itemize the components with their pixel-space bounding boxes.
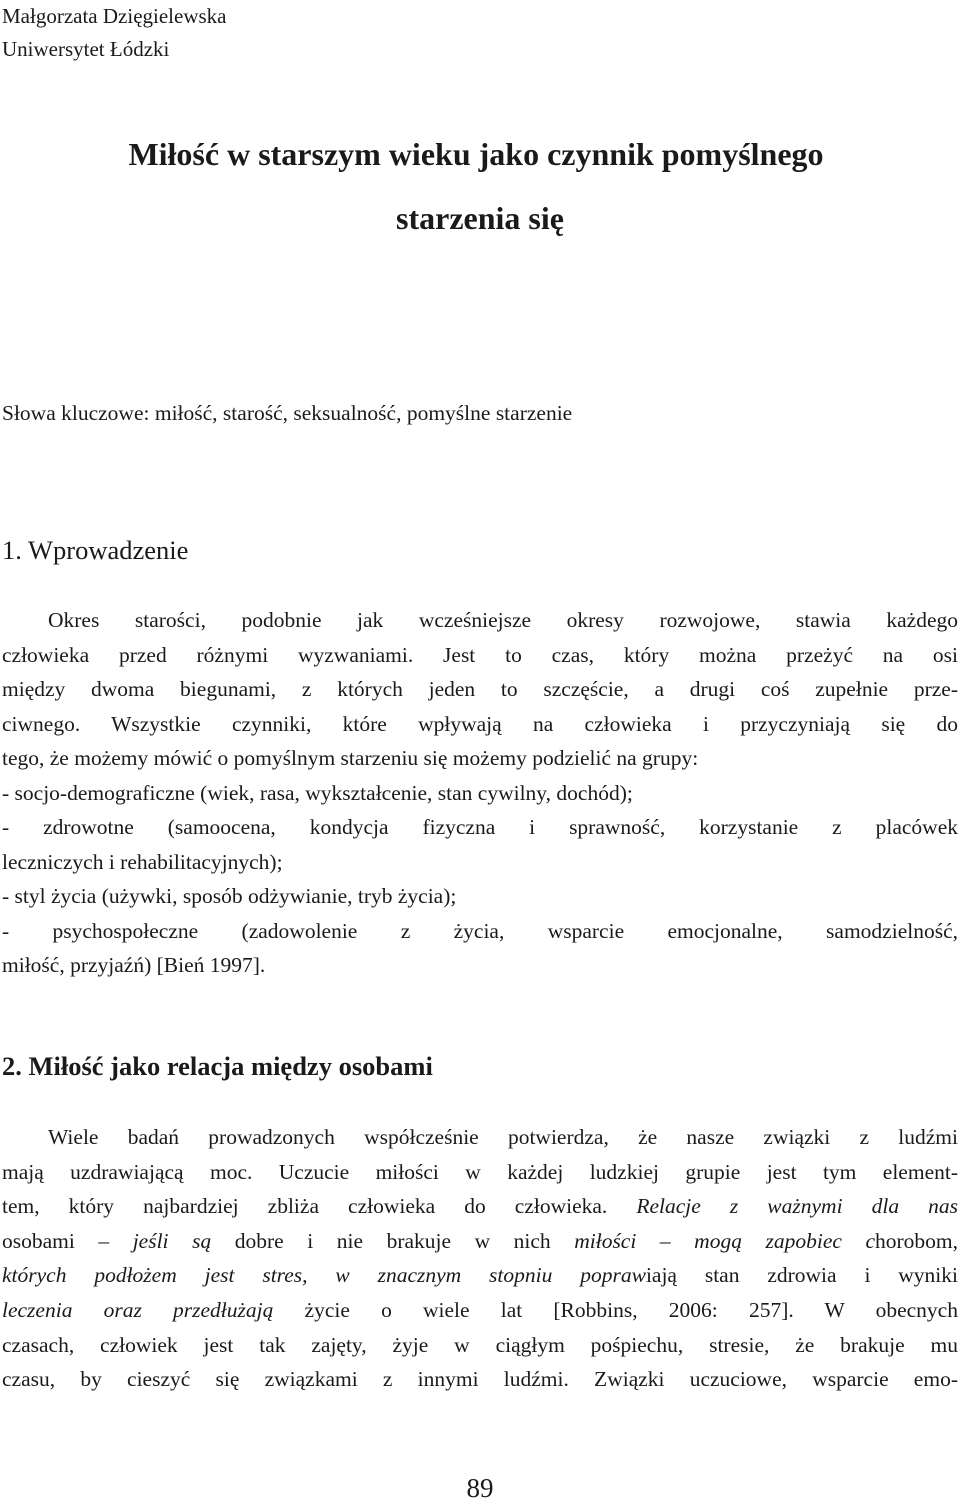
keywords-line: Słowa kluczowe: miłość, starość, seksualność, pomyślne starzenie — [2, 401, 573, 425]
text-run: mają uzdrawiającą moc. Uczucie miłości w każdej ludzkiej grupie jest tym element- — [2, 1159, 958, 1184]
paragraph-line — [2, 1362, 958, 1397]
paragraph-line — [2, 1258, 958, 1293]
list-item: - styl życia (używki, sposób odżywianie, tryb życia); — [2, 884, 457, 908]
text-run: czasach, człowiek jest tak zajęty, żyje w ciągłym pośpiechu, stresie, że brakuje mu — [2, 1332, 958, 1357]
paragraph-line — [2, 1155, 958, 1190]
list-item: - zdrowotne (samoocena, kondycja fizyczna i sprawność, korzystanie z placówek — [2, 815, 958, 839]
paragraph-line — [2, 1189, 958, 1224]
italic-text-run: Relacje z ważnymi dla nas — [636, 1194, 958, 1219]
italic-text-run: leczenia oraz przedłużają — [2, 1297, 305, 1322]
italic-text-run: miłości – mogą zapobiec c — [574, 1228, 875, 1253]
article-title-line-2: starzenia się — [396, 200, 564, 236]
list-item: - psychospołeczne (zadowolenie z życia, wsparcie emocjonalne, samodzielność, — [2, 918, 958, 943]
text-run: Wiele badań prowadzonych współcześnie potwierdza, że nasze związki z ludźmi — [48, 1125, 958, 1149]
section-heading-love-relation: 2. Miłość jako relacja między osobami — [2, 1051, 433, 1081]
paragraph-introduction — [2, 603, 958, 983]
author-block — [2, 0, 226, 66]
italic-text-run: – jeśli są — [98, 1228, 212, 1253]
author-affiliation: Uniwersytet Łódzki — [2, 37, 170, 61]
page-number: 89 — [466, 1473, 494, 1503]
text-run: iają stan zdrowia i wyniki — [645, 1263, 958, 1288]
paragraph-line: Okres starości, podobnie jak wcześniejsze okresy rozwojowe, stawia każdego — [48, 608, 958, 632]
paragraph-line — [2, 1120, 958, 1155]
text-run: osobami — [2, 1228, 99, 1253]
list-item-continuation: leczniczych i rehabilitacyjnych); — [2, 849, 283, 874]
text-run: dobre i nie brakuje w nich — [211, 1228, 575, 1253]
paragraph-line: ciwnego. Wszystkie czynniki, które wpływają na człowieka i przyczyniają się do — [2, 711, 958, 736]
list-item: - socjo-demograficzne (wiek, rasa, wykształcenie, stan cywilny, dochód); — [2, 780, 633, 805]
text-run: horobom, — [875, 1228, 959, 1253]
text-run: czasu, by cieszyć się związkami z innymi ludźmi. Związki uczuciowe, wsparcie emo- — [2, 1367, 958, 1392]
section-heading-introduction: 1. Wprowadzenie — [2, 535, 189, 565]
list-item-continuation: miłość, przyjaźń) [Bień 1997]. — [2, 953, 266, 977]
paragraph-line — [2, 1328, 958, 1363]
italic-text-run: których podłożem jest stres, w znacznym stopniu popraw — [2, 1263, 646, 1288]
paragraph-line: między dwoma biegunami, z których jeden to szczęście, a drugi coś zupełnie prze- — [2, 677, 958, 701]
author-name: Małgorzata Dzięgielewska — [2, 4, 227, 28]
text-run: tem, który najbardziej zbliża człowieka do człowieka. — [2, 1194, 637, 1219]
paragraph-line — [2, 1293, 958, 1328]
paragraph-love-relation — [2, 1120, 958, 1397]
text-run: życie o wiele lat [Robbins, 2006: 257]. W obecnych — [304, 1297, 958, 1322]
paragraph-line — [2, 1224, 958, 1259]
paragraph-line: człowieka przed różnymi wyzwaniami. Jest to czas, który można przeżyć na osi — [2, 642, 958, 667]
paragraph-line: tego, że możemy mówić o pomyślnym starzeniu się możemy podzielić na grupy: — [2, 746, 699, 770]
article-title-line-1: Miłość w starszym wieku jako czynnik pomyślnego — [128, 136, 824, 172]
